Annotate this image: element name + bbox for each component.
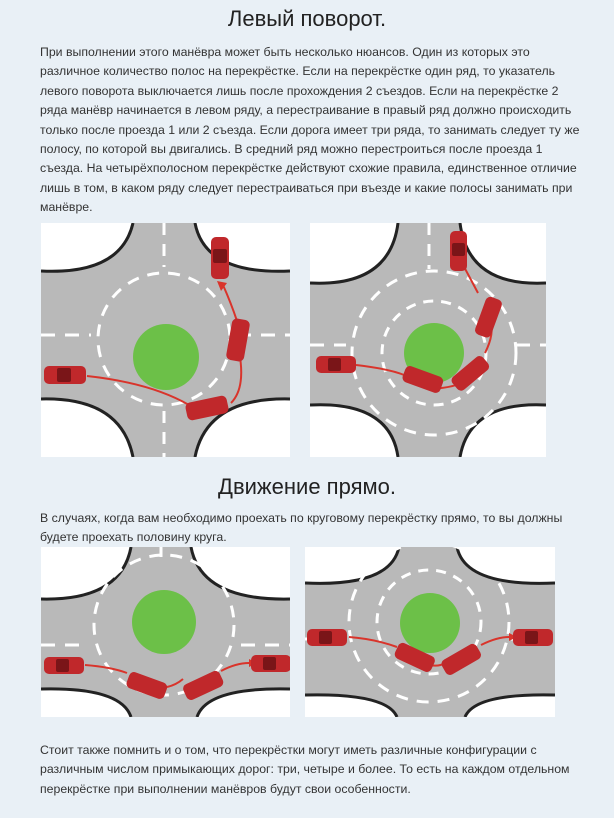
diagram-straight-one-lane [41, 547, 290, 717]
car-icon [44, 657, 84, 674]
diagram-straight-two-lanes [305, 547, 555, 717]
car-icon [450, 231, 467, 271]
car-icon [316, 356, 356, 373]
diagram-left-turn-two-lanes [310, 223, 546, 457]
car-icon [513, 629, 553, 646]
paragraph-straight: В случаях, когда вам необходимо проехать по круговому перекрёстку прямо, то вы должны будете проехать половину круга. [40, 511, 563, 545]
heading-left-turn: Левый поворот. [227, 6, 387, 31]
car-icon [211, 237, 229, 279]
car-icon [251, 655, 290, 672]
car-icon [307, 629, 347, 646]
diagram-left-turn-one-lane [41, 223, 290, 457]
heading-straight: Движение прямо. [218, 474, 396, 499]
paragraph-closing: Стоит также помнить и о том, что перекрёстки могут иметь различные конфигурации с различным числом примыкающих дорог: три, четыре и более. То есть на каждом отдельном перекрёстке при выполнении манёвров будут свои особенности. [40, 743, 570, 796]
car-icon [44, 366, 86, 384]
paragraph-left-turn: При выполнении этого манёвра может быть несколько нюансов. Один из которых это различное количество полос на перекрёстке. Если на перекрёстке один ряд, то указатель левого поворота выключается лишь после прохождения 2 съездов. Если на перекрёстке 2 ряда манёвр начинается в левом ряду, а перестраивание в правый ряд должно происходить только после проезда 1 или 2 съезда. Если дорога имеет три ряда, то занимать следует ту же полосу, по которой вы двигались. В средний ряд можно перестроиться после проезда 1 съезда. На четырёхполосном перекрёстке действуют схожие правила, единственное отличие лишь в том, в каком ряду следует перестраиваться при въезде и какие полосы занимать при манёвре. [40, 45, 580, 215]
